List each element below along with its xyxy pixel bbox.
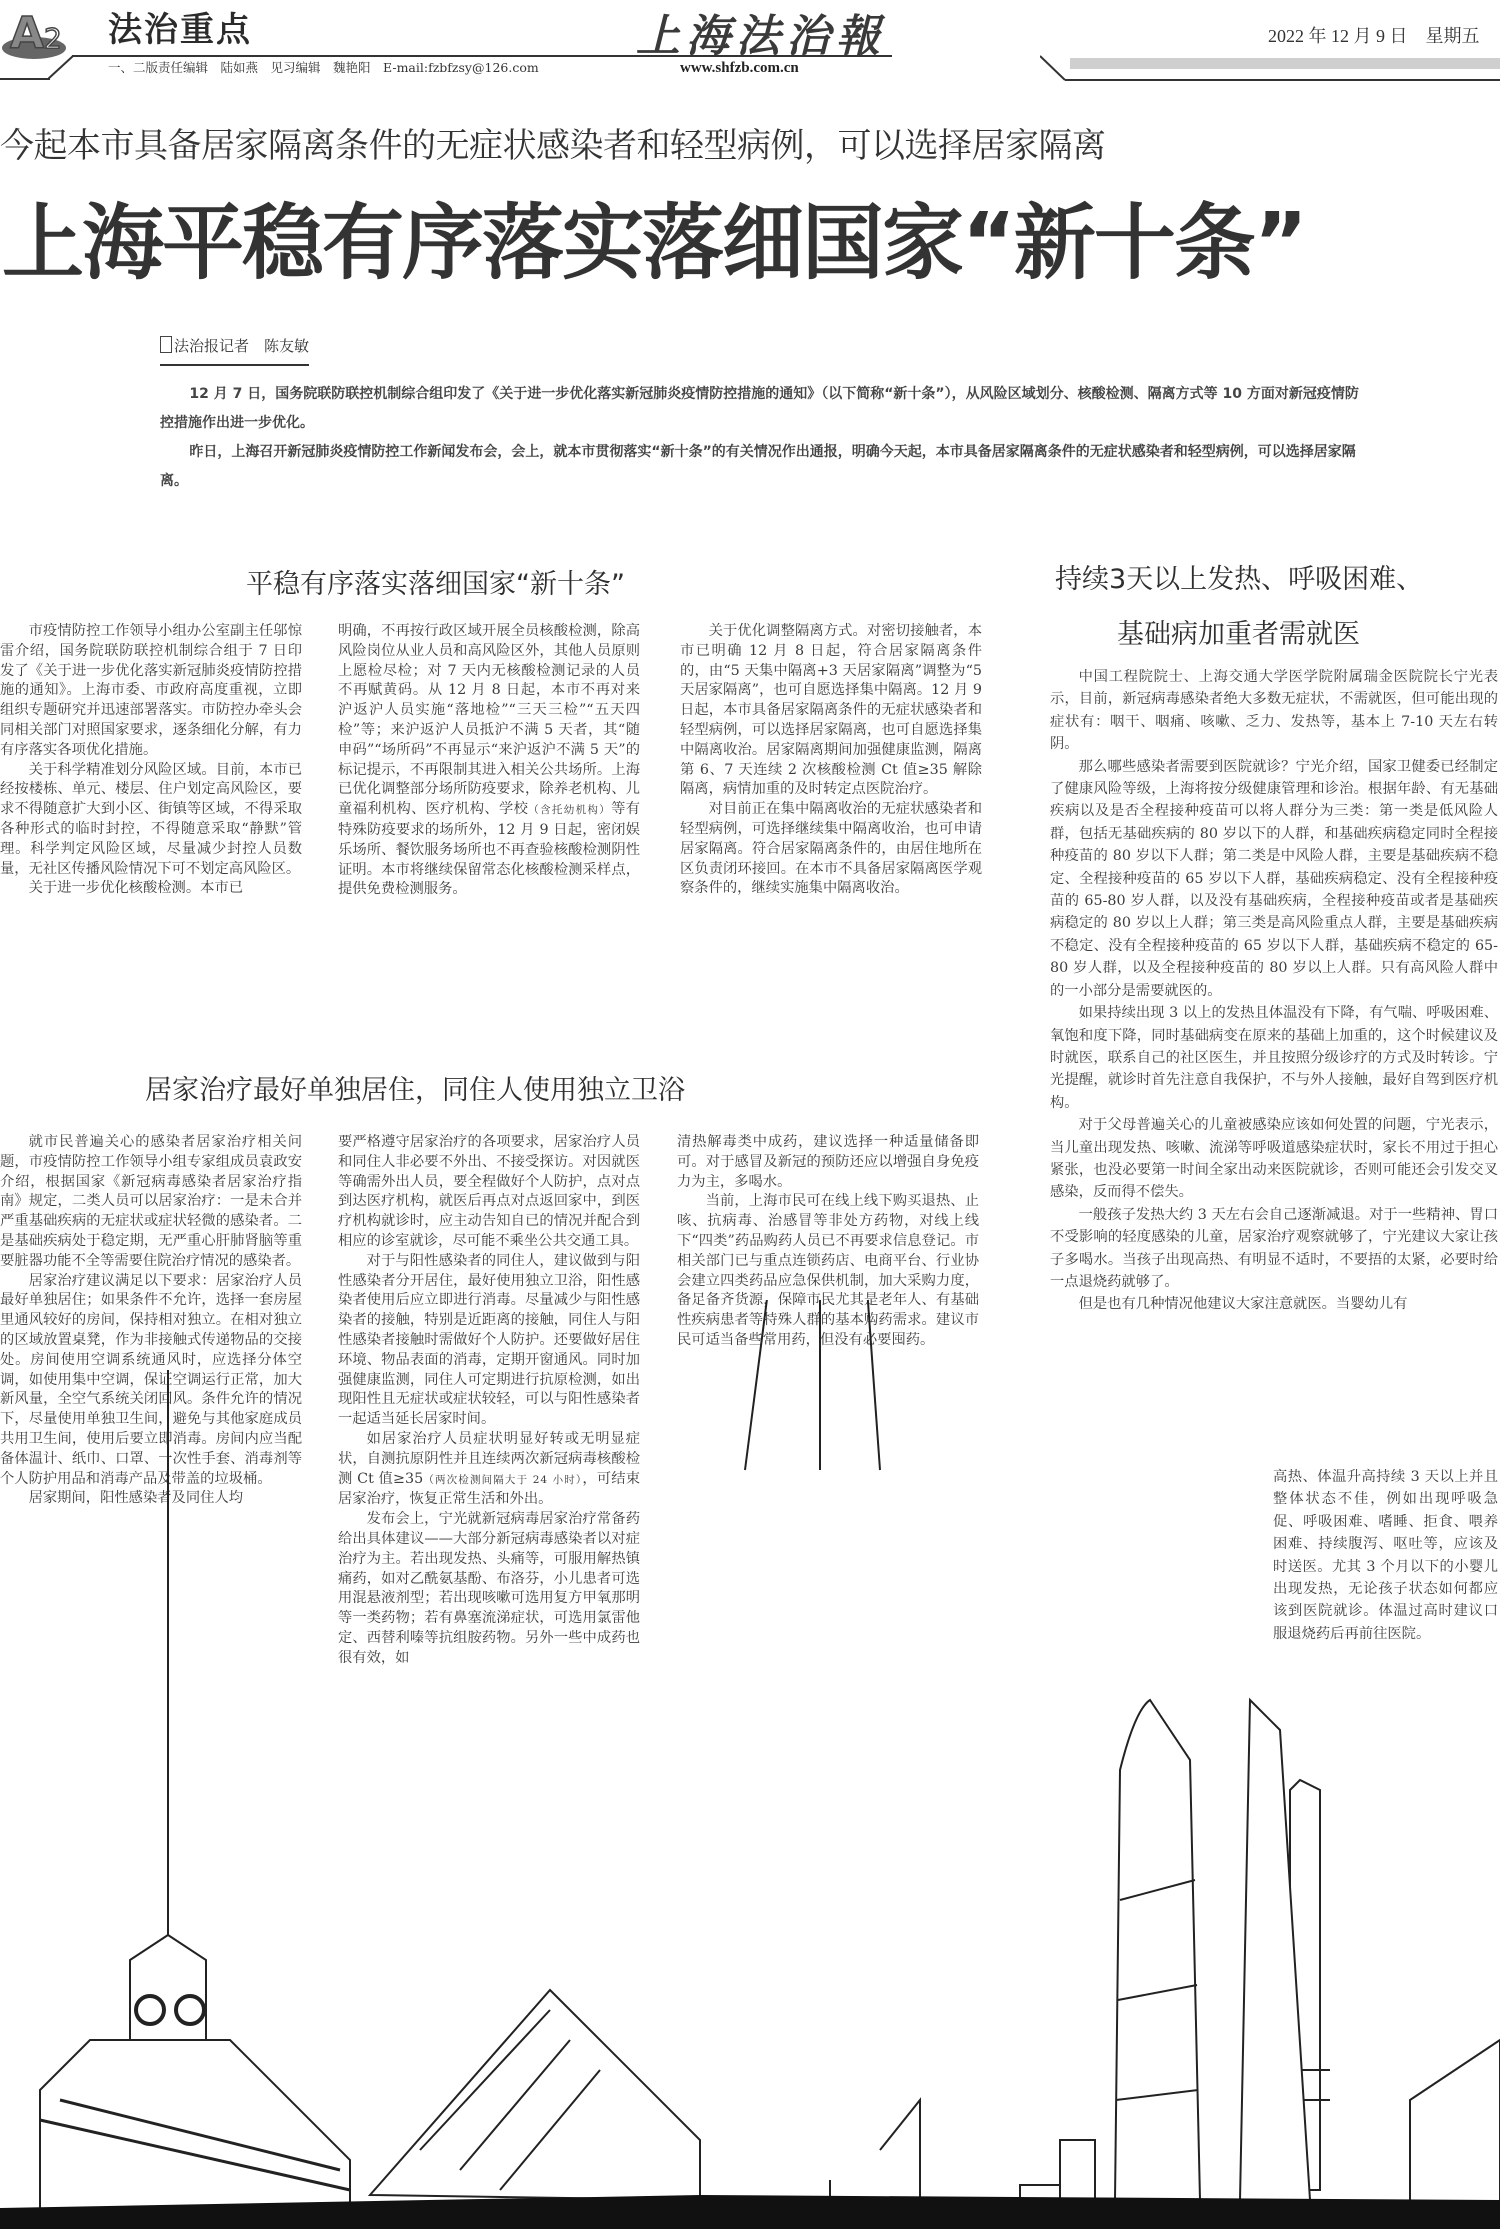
oriental-pearl-tower-drawing [745,1300,880,1470]
section1-column-3 [680,622,982,899]
header-rule-left [0,78,50,80]
article-headline: 上海平稳有序落实落细国家“新十条” [2,196,1306,291]
section1-column-1 [0,622,302,899]
section3-subhead-line1: 持续3天以上发热、呼吸困难、 [1055,564,1424,595]
paragraph: 高热、体温升高持续 3 天以上并且整体状态不佳，例如出现呼吸急促、呼吸困难、嗜睡、拒食、喂养困难、持续腹泻、呕吐等，应该及时送医。尤其 3 个月以下的小婴儿出现发热，无论孩子状态如何都应该到医院就诊。体温过高时建议口服退烧药后再前往医院。 [1273,1469,1498,1642]
dateline: 2022 年 12 月 9 日 星期五 [1268,26,1480,46]
website-link[interactable]: www.shfzb.com.cn [680,60,799,76]
page-number-badge [2,4,68,59]
paragraph: 关于进一步优化核酸检测。本市已 [28,880,244,897]
header-gray-bar [1070,58,1500,69]
byline-text: 法治报记者 陈友敏 [174,337,310,355]
text-run: ，可结束居家治疗，恢复正常生活和外出。 [338,1470,640,1508]
paragraph: 当前，上海市民可在线上线下购买退热、止咳、抗病毒、治感冒等非处方药物，对线上线下“四类”药品购药人员已不再要求信息登记。市相关部门已与重点连锁药店、电商平台、行业协会建立四类药品应急保供机制，加大采购力度，备足备齐货源，保障市民尤其是老年人、有基础性疾病患者等特殊人群的基本购药需求。建议市民可适当备些常用药，但没有必要囤药。 [677,1193,979,1348]
paragraph: 关于科学精准划分风险区域。目前，本市已经按楼栋、单元、楼层、住户划定高风险区，要求不得随意扩大到小区、街镇等区域，不得采取各种形式的临时封控，不得随意采取“静默”管理。科学判定风险区域，尽量减少封控人员数量，无社区传播风险情况下可不划定高风险区。 [0,761,302,877]
text-run: 明确，不再按行政区域开展全员核酸检测，除高风险岗位从业人员和高风险区外，其他人员原则上愿检尽检；对 7 天内无核酸检测记录的人员不再赋黄码。从 12 月 8 日起，本市不再对来沪返沪人员实施“落地检”“三天三检”“五天四检”等；来沪返沪人员抵沪不满 5 天者，其“随申码”“场所码”不再显示“来沪返沪不满 5 天”的标记提示，不再限制其进入相关公共场所。上海已优化调整部分场所防疫要求，除养老机构、儿童福利机构、医疗机构、学校 [338,623,640,818]
lead-paragraph: 昨日，上海召开新冠肺炎疫情防控工作新闻发布会，会上，就本市贯彻落实“新十条”的有关情况作出通报，明确今天起，本市具备居家隔离条件的无症状感染者和轻型病例，可以选择居家隔离。 [160,444,1356,489]
paragraph: 一般孩子发热大约 3 天左右会自己逐渐减退。对于一些精神、胃口不受影响的轻度感染的儿童，居家治疗观察就够了，宁光建议大家让孩子多喝水。当孩子出现高热、有明显不适时，不要捂的太紧，必要时给一点退烧药就够了。 [1050,1206,1498,1290]
shanghai-skyline-illustration [0,1300,1500,2229]
paragraph: 发布会上，宁光就新冠病毒居家治疗常备药给出具体建议——大部分新冠病毒感染者以对症治疗为主。若出现发热、头痛等，可服用解热镇痛药，如对乙酰氨基酚、布洛芬，小儿患者可选用混悬液剂型；若出现咳嗽可选用复方甲氧那明等一类药物；若有鼻塞流涕症状，可选用氯雷他定、西替利嗪等抗组胺药物。另外一些中成药也很有效，如 [338,1511,640,1666]
paragraph: 清热解毒类中成药，建议选择一种适量储备即可。对于感冒及新冠的预防还应以增强自身免疫力为主，多喝水。 [677,1134,979,1190]
byline-box-icon [160,336,172,353]
paragraph [338,622,640,900]
paragraph: 对于父母普遍关心的儿童被感染应该如何处置的问题，宁光表示，当儿童出现发热、咳嗽、流涕等呼吸道感染症状时，家长不用过于担心紧张，也没必要第一时间全家出动来医院就诊，否则可能还会引发交叉感染，反而得不偿失。 [1050,1117,1498,1201]
page-letter: A [10,8,45,59]
text-run: 等有特殊防疫要求的场所外，12 月 9 日起，密闭娱乐场所、餐饮服务场所也不再查验核酸检测阴性证明。本市将继续保留常态化核酸检测采样点，提供免费检测服务。 [338,801,641,898]
section3-column [1050,666,1498,1316]
paragraph: 如果持续出现 3 以上的发热且体温没有下降，有气喘、呼吸困难、氧饱和度下降，同时基础病变在原来的基础上加重的，这个时候建议及时就医，联系自己的社区医生，并且按照分级诊疗的方式及时转诊。宁光提醒，就诊时首先注意自我保护，不与外人接触，最好自驾到医疗机构。 [1050,1005,1498,1111]
customs-house-drawing [40,1370,350,2210]
section1-subhead: 平稳有序落实落细国家“新十条” [246,569,625,600]
lead-paragraphs [160,380,1360,496]
paragraph: 要严格遵守居家治疗的各项要求，居家治疗人员和同住人非必要不外出、不接受探访。对因就医等确需外出人员，要全程做好个人防护，点对点到达医疗机构，就医后再点对点返回家中，到医疗机构就诊时，应主动告知自已的情况并配合到相应的诊室就诊，尽可能不乘坐公共交通工具。 [338,1134,640,1249]
section-title: 法治重点 [108,10,252,50]
paragraph: 但是也有几种情况他建议大家注意就医。当婴幼儿有 [1078,1296,1408,1313]
paragraph: 关于优化调整隔离方式。对密切接触者，本市已明确 12 月 8 日起，符合居家隔离条件的，由“5 天集中隔离+3 天居家隔离”调整为“5 天居家隔离”，也可自愿选择集中隔离。12 月 9 日起，本市具备居家隔离条件的无症状感染者和轻型病例，可以选择居家隔离，也可自愿选择集中隔离收治。居家隔离期间加强健康监测，隔离第 6、7 天连续 2 次核酸检测 Ct 值≥35 解除隔离，病情加重的及时转定点医院治疗。 [680,623,982,798]
text-run-small: （两次检测间隔大于 24 小时） [423,1473,583,1486]
paragraph: 那么哪些感染者需要到医院就诊？宁光介绍，国家卫健委已经制定了健康风险等级，上海将按分级健康管理和诊治。根据年龄、有无基础疾病以及是否全程接种疫苗可以将人群分为三类：第一类是低风险人群，包括无基础疾病的 80 岁以下的人群，和基础疾病稳定同时全程接种疫苗的 80 岁以下人群；第二类是中风险人群，主要是基础疾病不稳定、全程接种疫苗的 65 岁以下人群，基础疾病稳定、没有全程接种疫苗的 65-80 岁人群，以及没有基础疾病，全程接种疫苗或者是基础疾病稳定的 80 岁以上人群；第三类是高风险重点人群，主要是基础疾病不稳定、没有全程接种疫苗的 65 岁以下人群，基础疾病不稳定的 65-80 岁人群，以及全程接种疫苗的 80 岁以上人群。只有高风险人群中的一小部分是需要就医的。 [1050,758,1498,999]
article-kicker: 今起本市具备居家隔离条件的无症状感染者和轻型病例，可以选择居家隔离 [0,126,1106,166]
text-run-small: （含托幼机构） [528,804,612,817]
text-run: 如居家治疗人员症状明显好转或无明显症状，自测抗原阴性并且连续两次新冠病毒核酸检测 Ct 值≥35 [338,1430,640,1487]
paragraph: 居家治疗建议满足以下要求：居家治疗人员最好单独居住；如果条件不允许，选择一套房屋里通风较好的房间，保持相对独立。在相对独立的区域放置桌凳，作为非接触式传递物品的交接处。房间使用空调系统通风时，应选择分体空调，如使用集中空调，保证空调运行正常，加大新风量，全空气系统关闭回风。条件允许的情况下，尽量使用单独卫生间，避免与其他家庭成员共用卫生间，使用后要立即消毒。房间内应当配备体温计、纸巾、口罩、一次性手套、消毒剂等个人防护用品和消毒产品及带盖的垃圾桶。 [0,1272,302,1487]
page-digit: 2 [44,22,62,55]
editors-line: 一、二版责任编辑 陆如燕 见习编辑 魏艳阳 E-mail:fzbfzsy@126.com [108,60,539,75]
paragraph: 居家期间，阳性感染者及同住人均 [28,1490,244,1507]
section1-column-2 [338,622,640,900]
section3-subhead-line2: 基础病加重者需就医 [1117,619,1360,650]
shanghai-tower-drawing [1115,1700,1200,2200]
header-rule-bottom [1065,79,1500,81]
byline [160,335,309,366]
paragraph: 中国工程院院士、上海交通大学医学院附属瑞金医院院长宁光表示，目前，新冠病毒感染者绝大多数无症状，不需就医，但可能出现的症状有：咽干、咽痛、咳嗽、乏力、发热等，基本上 7-10 天左右转阴。 [1050,669,1498,753]
masthead-logo: 上海法治報 [636,11,886,62]
paragraph: 就市民普遍关心的感染者居家治疗相关问题，市疫情防控工作领导小组专家组成员袁政安介绍，根据国家《新冠病毒感染者居家治疗指南》规定，二类人员可以居家治疗：一是未合并严重基础疾病的无症状或症状轻微的感染者。二是基础疾病处于稳定期，无严重心肝肺肾脑等重要脏器功能不全等需要住院治疗情况的感染者。 [0,1134,302,1269]
paragraph: 市疫情防控工作领导小组办公室副主任邬惊雷介绍，国务院联防联控机制综合组于 7 日印发了《关于进一步优化落实新冠肺炎疫情防控措施的通知》。上海市委、市政府高度重视，立即组织专题研究并迅速部署落实。市防控办牵头会同相关部门对照国家要求，逐条细化分解，有力有序落实各项优化措施。 [0,623,302,758]
section2-subhead: 居家治疗最好单独居住，同住人使用独立卫浴 [145,1075,685,1106]
pyramid-building-drawing [370,1990,700,2200]
paragraph: 对于与阳性感染者的同住人，建议做到与阳性感染者分开居住，最好使用独立卫浴，阳性感染者使用后应立即进行消毒。尽量减少与阳性感染者的接触，特别是近距离的接触，同住人与阳性感染者接触时需做好个人防护。还要做好居住环境、物品表面的消毒，定期开窗通风。同时加强健康监测，同住人可定期进行抗原检测，如出现阳性且无症状或症状较轻，可以与阳性感染者一起适当延长居家时间。 [338,1252,640,1428]
paragraph: 对目前正在集中隔离收治的无症状感染者和轻型病例，可选择继续集中隔离收治，也可申请居家隔离。符合居家隔离条件的，由居住地所在区负责闭环接回。在本市不具备居家隔离医学观察条件的，继续实施集中隔离收治。 [680,801,982,897]
lead-paragraph: 12 月 7 日，国务院联防联控机制综合组印发了《关于进一步优化落实新冠肺炎疫情防控措施的通知》（以下简称“新十条”），从风险区域划分、核酸检测、隔离方式等 10 方面对新冠疫情防控措施作出进一步优化。 [160,386,1359,431]
